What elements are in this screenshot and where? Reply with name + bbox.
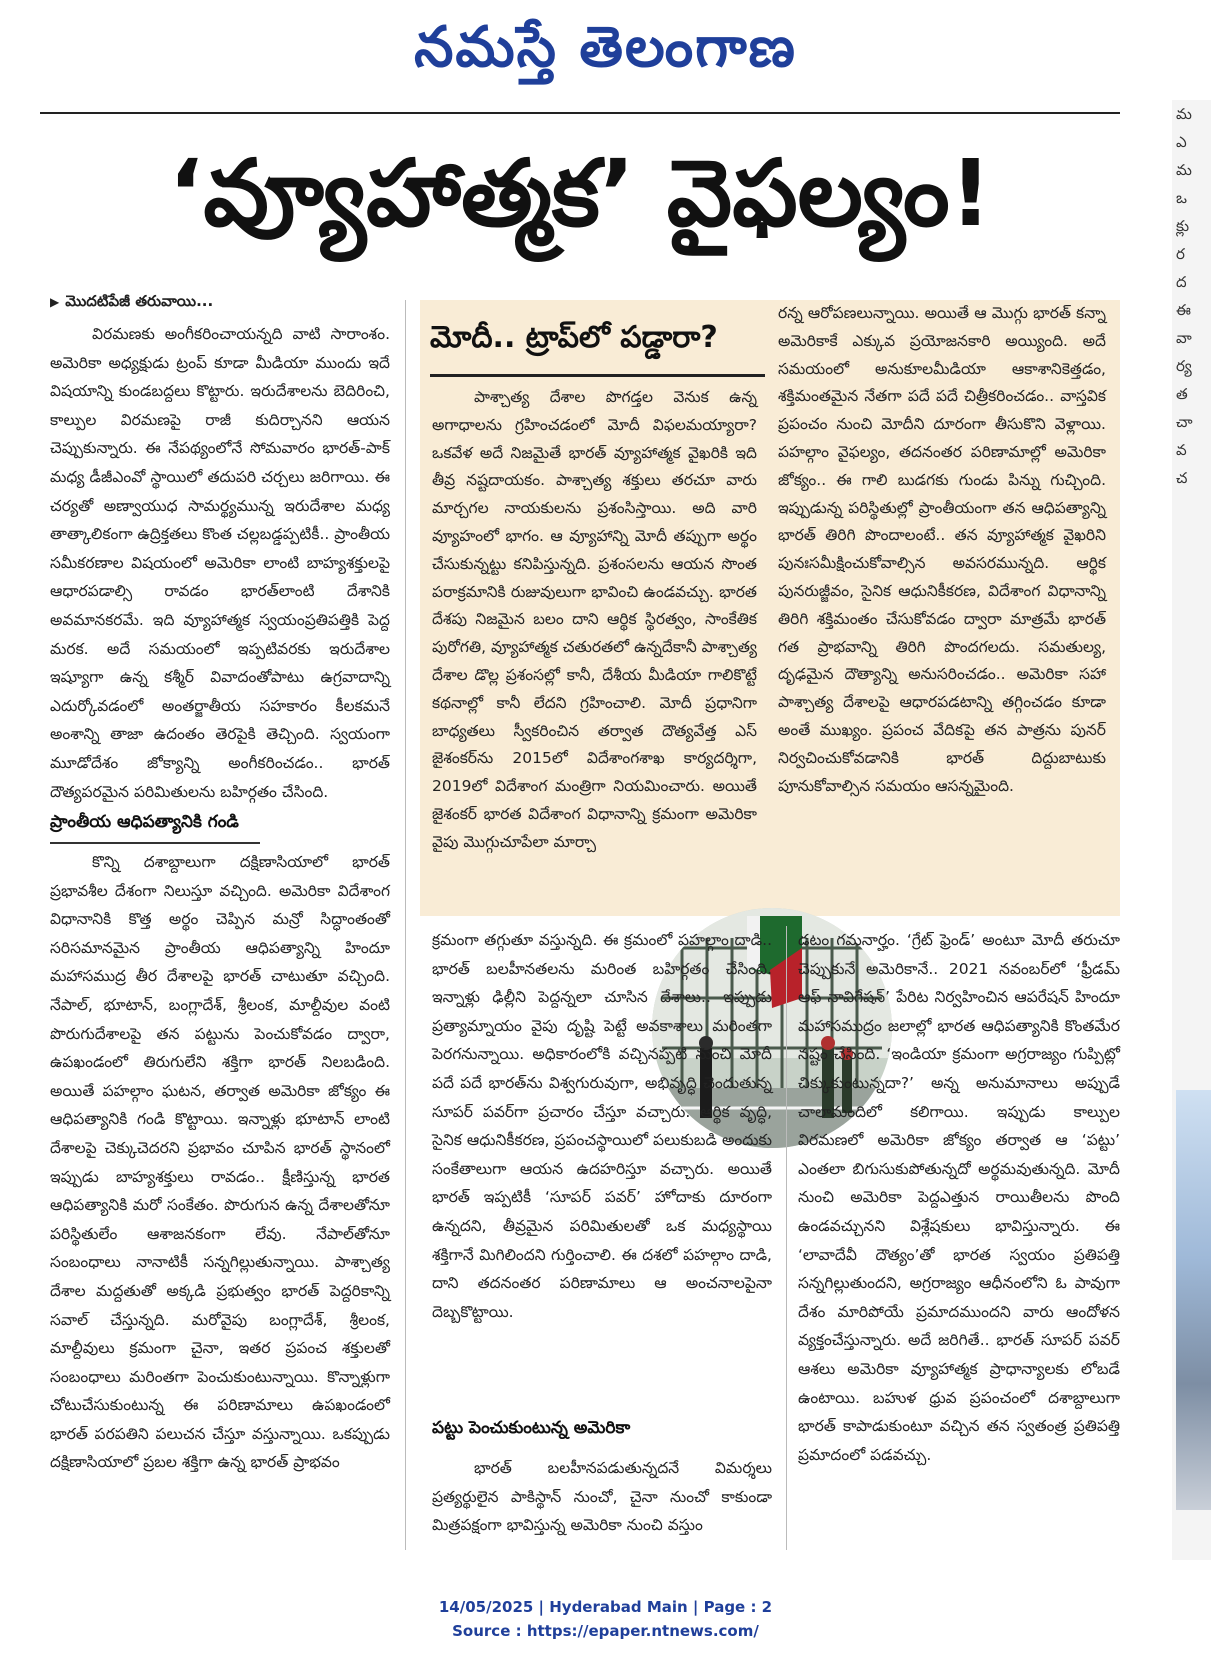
column-separator: [405, 300, 406, 1550]
adjacent-page-strip: మ ఎ మ ఒ క్లు ర ద ఈ వా ర్య త చా వ చ: [1172, 100, 1211, 1560]
col3-paragraph-1: డటం గమనార్హం. ‘గ్రేట్ ఫ్రెండ్’ అంటూ మోదీ తరుచూ చెప్పుకునే అమెరికానే.. 2021 నవంబర్‌లో ‘ఫ్రీడమ్ ఆఫ్ నావిగేషన్’ పేరిట నిర్వహించిన ఆపరేషన్ హిందూ మహాసముద్రం జలాల్లో భారత ఆధిపత్యానికి కొంతమేర నష్టం చేసింది. ‘ఇండియా క్రమంగా అగ్రరాజ్యం గుప్పిట్లో చిక్కుకుంటున్నదా?’ అన్న అనుమానాలు అప్పుడే చాలామందిలో కలిగాయి. ఇప్పుడు కాల్పుల విరమణలో అమెరికా జోక్యం తర్వాత ఆ ‘పట్టు’ ఎంతలా బిగుసుకుపోతున్నదో అర్థమవుతున్నది. మోదీ నుంచి అమెరికా పెద్దఎత్తున రాయితీలను పొంది ఉండవచ్చునని విశ్లేషకులు భావిస్తున్నారు. ఈ ‘లావాదేవీ దౌత్యం’తో భారత స్వయం ప్రతిపత్తి సన్నగిల్లుతుందని, అగ్రరాజ్యం ఆధీనంలోని ఓ పావుగా దేశం మారిపోయే ప్రమాదముందని వారు ఆందోళన వ్యక్తంచేస్తున్నారు. అదే జరిగితే.. భారత్ సూపర్ పవర్ ఆశలు అమెరికా వ్యూహాత్మక ప్రాధాన్యాలకు లోబడే ఉంటాయి. బహుళ ధ్రువ ప్రపంచంలో దశాబ్దాలుగా భారత్ కాపాడుకుంటూ వచ్చిన తన స్వతంత్ర ప్రతిపత్తి ప్రమాదంలో పడవచ్చు.: [798, 931, 1120, 1464]
col2-paragraph-1: క్రమంగా తగ్గుతూ వస్తున్నది. ఈ క్రమంలో పహల్గాం దాడి.. భారత్ బలహీనతలను మరింత బహిర్గతం చేసింది. ఇన్నాళ్లు ఢిల్లీని పెద్దన్నలా చూసిన దేశాలు.. ఇప్పుడు ప్రత్యామ్నాయం వైపు దృష్టి పెట్టే అవకాశాలు మరింతగా పెరగనున్నాయి. అధికారంలోకి వచ్చినప్పటి నుంచి మోదీ పదే పదే భారత్‌ను విశ్వగురువుగా, అభివృద్ధి చెందుతున్న సూపర్ పవర్‌గా ప్రచారం చేస్తూ వచ్చారు. ఆర్థిక వృద్ధి, సైనిక ఆధునికీకరణ, ప్రపంచస్థాయిలో పలుకుబడి అందుకు సంకేతాలుగా ఆయన ఉదహరిస్తూ వచ్చారు. అయితే భారత్ ఇప్పటికీ ‘సూపర్ పవర్’ హోదాకు దూరంగా ఉన్నదని, తీవ్రమైన పరిమితులతో ఒక మధ్యస్థాయి శక్తిగానే మిగిలిందని గుర్తించాలి. ఈ దశలో పహల్గాం దాడి, దాని తదనంతర పరిణామాలు ఆ అంచనాలపైనా దెబ్బకొట్టాయి.: [432, 931, 772, 1321]
newspaper-masthead: నమస్తే తెలంగాణ: [414, 14, 797, 80]
footer-date-edition: 14/05/2025 | Hyderabad Main | Page : 2: [438, 1598, 773, 1616]
col2-paragraph-2: భారత్ బలహీనపడుతున్నదనే విమర్శలు ప్రత్యర్థులైన పాకిస్థాన్ నుంచో, చైనా నుంచో కాకుండా మిత్రపక్షంగా భావిస్తున్న అమెరికా నుంచి వస్తుం: [432, 1459, 772, 1535]
column-3: [798, 926, 1120, 1469]
play-arrow-icon: ▶: [50, 295, 60, 309]
sidebar-column-right: [778, 300, 1106, 800]
continuation-text: మొదటిపేజీ తరువాయి...: [65, 292, 214, 310]
adjacent-page-photo: [1176, 1090, 1211, 1510]
col1-subhead: ప్రాంతీయ ఆధిపత్యానికి గండి: [50, 812, 260, 844]
column-2-bottom: [432, 1454, 772, 1540]
sidebar-title: మోదీ.. ట్రాప్‌లో పడ్డారా?: [430, 320, 718, 355]
sidebar-paragraph-right: రన్న ఆరోపణలున్నాయి. అయితే ఆ మొగ్గు భారత్ కన్నా అమెరికాకే ఎక్కువ ప్రయోజనకారి అయ్యింది. అదే సమయంలో అనుకూలమీడియా ఆకాశానికెత్తడం, శక్తిమంతమైన నేతగా పదే పదే చిత్రీకరించడం.. వాస్తవిక ప్రపంచం నుంచి మోదీని దూరంగా తీసుకొని వెళ్లాయి. పహల్గాం వైఫల్యం, తదనంతర పరిణామాల్లో అమెరికా జోక్యం.. ఈ గాలి బుడగకు గుండు పిన్ను గుచ్చింది. ఇప్పుడున్న పరిస్థితుల్లో ప్రాంతీయంగా తన ఆధిపత్యాన్ని భారత్ తిరిగి పొందాలంటే.. తన వ్యూహాత్మక వైఖరిని పునఃసమీక్షించుకోవాల్సిన అవసరమున్నది. ఆర్థిక పునరుజ్జీవం, సైనిక ఆధునికీకరణ, విదేశాంగ విధానాన్ని తిరిగి శక్తిమంతం చేసుకోవడం ద్వారా మాత్రమే భారత్ గత ప్రాభవాన్ని తిరిగి పొందగలదు. సమతుల్య, దృఢమైన దౌత్యాన్ని అనుసరించడం.. అమెరికా సహా పాశ్చాత్య దేశాలపై ఆధారపడటాన్ని తగ్గించడం కూడా అంతే ముఖ్యం. ప్రపంచ వేదికపై తన పాత్రను పునర్ నిర్వచించుకోవడానికి భారత్ దిద్దుబాటుకు పూనుకోవాల్సిన సమయం ఆసన్నమైంది.: [778, 304, 1106, 795]
masthead-rule: [40, 112, 1120, 114]
col1-paragraph-2: కొన్ని దశాబ్దాలుగా దక్షిణాసియాలో భారత్ ప్రభావశీల దేశంగా నిలుస్తూ వచ్చింది. అమెరికా విదేశాంగ విధానానికి కొత్త అర్థం చెప్పిన మన్రో సిద్ధాంతంతో సరిసమానమైన ప్రాంతీయ ఆధిపత్యాన్ని హిందూ మహాసముద్ర తీర దేశాలపై భారత్ చాటుతూ వచ్చింది. నేపాల్, భూటాన్, బంగ్లాదేశ్, శ్రీలంక, మాల్దీవుల వంటి పొరుగుదేశాలపై తన పట్టును పెంచుకోవడం ద్వారా, ఉపఖండంలో తిరుగులేని శక్తిగా భారత్ నిలబడింది. అయితే పహల్గాం ఘటన, తర్వాత అమెరికా జోక్యం ఈ ఆధిపత్యానికి గండి కొట్టాయి. ఇన్నాళ్లు భూటాన్ లాంటి దేశాలపై చెక్కుచెదరని ప్రభావం చూపిన భారత్ స్థానంలో ఇప్పుడు బాహ్యశక్తులు రావడం.. క్షీణిస్తున్న భారత ఆధిపత్యానికి మరో సంకేతం. పొరుగున ఉన్న దేశాలతోనూ పరిస్థితులేం ఆశాజనకంగా లేవు. నేపాల్‌తోనూ సంబంధాలు నానాటికీ సన్నగిల్లుతున్నాయి. పాశ్చాత్య దేశాల మద్దతుతో అక్కడి ప్రభుత్వం భారత్ పెద్దరికాన్ని సవాల్ చేస్తున్నది. మరోవైపు బంగ్లాదేశ్, శ్రీలంక, మాల్దీవులు క్రమంగా చైనా, ఇతర ప్రపంచ శక్తులతో సంబంధాలు మరింతగా పెంచుకుంటున్నాయి. కొన్నాళ్లుగా చోటుచేసుకుంటున్న ఈ పరిణామాలు ఉపఖండంలో భారత్ పరపతిని పలుచన చేస్తూ వస్తున్నాయి. ఒకప్పుడు దక్షిణాసియాలో ప్రబల శక్తిగా ఉన్న భారత్ ప్రాభవం: [50, 853, 390, 1472]
footer-source: Source : https://epaper.ntnews.com/: [452, 1622, 759, 1640]
col2-subhead: పట్టు పెంచుకుంటున్న అమెరికా: [432, 1418, 631, 1438]
sidebar-paragraph-left: పాశ్చాత్య దేశాల పొగడ్తల వెనుక ఉన్న అగాధాలను గ్రహించడంలో మోదీ విఫలమయ్యారా? ఒకవేళ అదే నిజమైతే భారత్ వ్యూహాత్మక వైఖరికి ఇది తీవ్ర నష్టదాయకం. పాశ్చాత్య శక్తులు తరచూ వారు మార్చగల నాయకులను ప్రశంసిస్తాయి. అది వారి వ్యూహంలో భాగం. ఆ వ్యూహాన్ని మోదీ తప్పుగా అర్థం చేసుకున్నట్టు కనిపిస్తున్నది. ప్రశంసలను ఆయన సొంత పరాక్రమానికి రుజువులుగా భావించి ఉండవచ్చు. భారత దేశపు నిజమైన బలం దాని ఆర్థిక స్థిరత్వం, సాంకేతిక పురోగతి, వ్యూహాత్మక చతురతలో ఉన్నదేకానీ పాశ్చాత్య దేశాల డొల్ల ప్రశంసల్లో కానీ, దేశీయ మీడియా గాలికొట్టే కథనాల్లో కానీ లేదని గ్రహించాలి. మోదీ ప్రధానిగా బాధ్యతలు స్వీకరించిన తర్వాత దౌత్యవేత్త ఎస్ జైశంకర్‌ను 2015లో విదేశాంగశాఖ కార్యదర్శిగా, 2019లో విదేశాంగ మంత్రిగా నియమించారు. అయితే జైశంకర్ భారత విదేశాంగ విధానాన్ని క్రమంగా అమెరికా వైపు మొగ్గుచూపేలా మార్చా: [432, 388, 757, 851]
sidebar-column-left: [432, 384, 757, 857]
continuation-label: [50, 292, 213, 314]
column-2-top: [432, 926, 772, 1326]
col1-paragraph-1: విరమణకు అంగీకరించాయన్నది వాటి సారాంశం. అమెరికా అధ్యక్షుడు ట్రంప్ కూడా మీడియా ముందు ఇదే విషయాన్ని కుండబద్దలు కొట్టారు. ఇరుదేశాలను బెదిరించి, కాల్పుల విరమణపై రాజీ కుదిర్చానని ఆయన చెప్పుకున్నారు. ఈ నేపథ్యంలోనే సోమవారం భారత్-పాక్ మధ్య డీజీఎంవో స్థాయిలో తదుపరి చర్చలు జరిగాయి. ఈ చర్యతో అణ్వాయుధ సామర్థ్యమున్న ఇరుదేశాల మధ్య తాత్కాలికంగా ఉద్రిక్తతలు కొంత చల్లబడ్డప్పటికీ.. ప్రాంతీయ సమీకరణాల విషయంలో అమెరికా లాంటి బాహ్యశక్తులపై ఆధారపడాల్సి రావడం భారత్‌లాంటి దేశానికి అవమానకరమే. ఇది వ్యూహాత్మక స్వయంప్రతిపత్తికి పెద్ద మరక. అదే సమయంలో ఇప్పటివరకు ఇరుదేశాల ఇష్యూగా ఉన్న కశ్మీర్ వివాదంతోపాటు ఉగ్రవాదాన్ని ఎదుర్కోవడంలో అంతర్జాతీయ సహకారం కీలకమనే అంశాన్ని తాజా ఉదంతం తెరపైకి తెచ్చింది. స్వయంగా మూడోదేశం జోక్యాన్ని అంగీకరించడం.. భారత్ దౌత్యపరమైన పరిమితులను బహిర్గతం చేసింది.: [50, 325, 390, 801]
column-separator-2: [786, 926, 787, 1550]
sidebar-title-rule: [430, 374, 765, 377]
column-1-bottom: [50, 848, 390, 1477]
column-1-top: [50, 320, 390, 806]
headline: ‘వ్యూహాత్మక’ వైఫల్యం!: [168, 140, 992, 247]
